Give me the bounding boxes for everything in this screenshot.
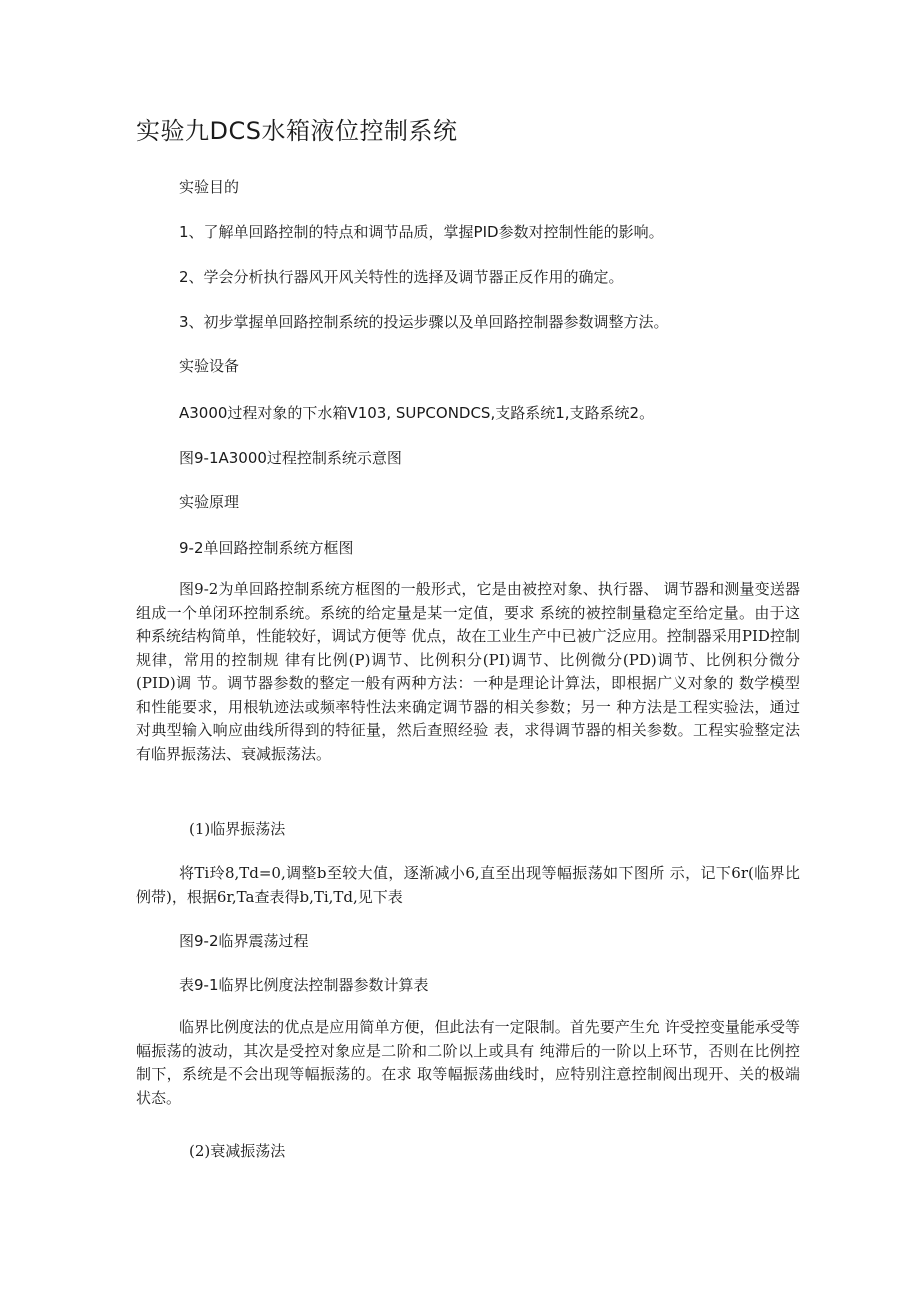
purpose-item-1: 1、了解单回路控制的特点和调节品质，掌握PID参数对控制性能的影响。	[179, 223, 664, 241]
figure-caption-9-2-block: 9-2单回路控制系统方框图	[179, 539, 354, 557]
critical-oscillation-heading: (1)临界振荡法	[189, 820, 286, 838]
document-title: 实验九DCS水箱液位控制系统	[136, 117, 458, 145]
purpose-item-2: 2、学会分析执行器风开风关特性的选择及调节器正反作用的确定。	[179, 268, 624, 286]
equipment-heading: 实验设备	[179, 357, 240, 375]
figure-caption-9-2-oscillation: 图9-2临界震荡过程	[179, 932, 309, 950]
table-caption-9-1: 表9-1临界比例度法控制器参数计算表	[179, 976, 429, 994]
figure-caption-9-1: 图9-1A3000过程控制系统示意图	[179, 449, 402, 467]
principle-paragraph: 图9-2为单回路控制系统方框图的一般形式，它是由被控对象、执行器、 调节器和测量变送器组成一个单闭环控制系统。系统的给定量是某一定值，要求 系统的被控制量稳定至给定量。由于这种系统结构简单，性能较好，调试方便等 优点，故在工业生产中已被广泛应用。控制器采用PID控制规律，常用的控制规 律有比例(P)调节、比例积分(PI)调节、比例微分(PD)调节、比例积分微分(PID)调 节。调节器参数的整定一般有两种方法：一种是理论计算法，即根据广义对象的 数学模型和性能要求，用根轨迹法或频率特性法来确定调节器的相关参数；另一 种方法是工程实验法，通过对典型输入响应曲线所得到的特征量，然后查照经验 表，求得调节器的相关参数。工程实验整定法有临界振荡法、衰减振荡法。	[136, 580, 800, 763]
purpose-item-3: 3、初步掌握单回路控制系统的投运步骤以及单回路控制器参数调整方法。	[179, 313, 669, 331]
critical-oscillation-paragraph: 将Ti玲8,Td=0,调整b至较大值，逐渐减小6,直至出现等幅振荡如下图所 示，记下6r(临界比例带)，根据6r,Ta查表得b,Ti,Td,见下表	[136, 864, 800, 906]
principle-heading: 实验原理	[179, 493, 240, 511]
decay-oscillation-heading: (2)衰减振荡法	[189, 1142, 286, 1160]
purpose-heading: 实验目的	[179, 178, 240, 196]
equipment-text: A3000过程对象的下水箱V103, SUPCONDCS,支路系统1,支路系统2。	[179, 404, 655, 422]
critical-advantages-paragraph: 临界比例度法的优点是应用简单方便，但此法有一定限制。首先要产生允 许受控变量能承受等幅振荡的波动，其次是受控对象应是二阶和二阶以上或具有 纯滞后的一阶以上环节，否则在比例控制下，系统是不会出现等幅振荡的。在求 取等幅振荡曲线时，应特别注意控制阀出现开、关的极端状态。	[136, 1018, 800, 1107]
